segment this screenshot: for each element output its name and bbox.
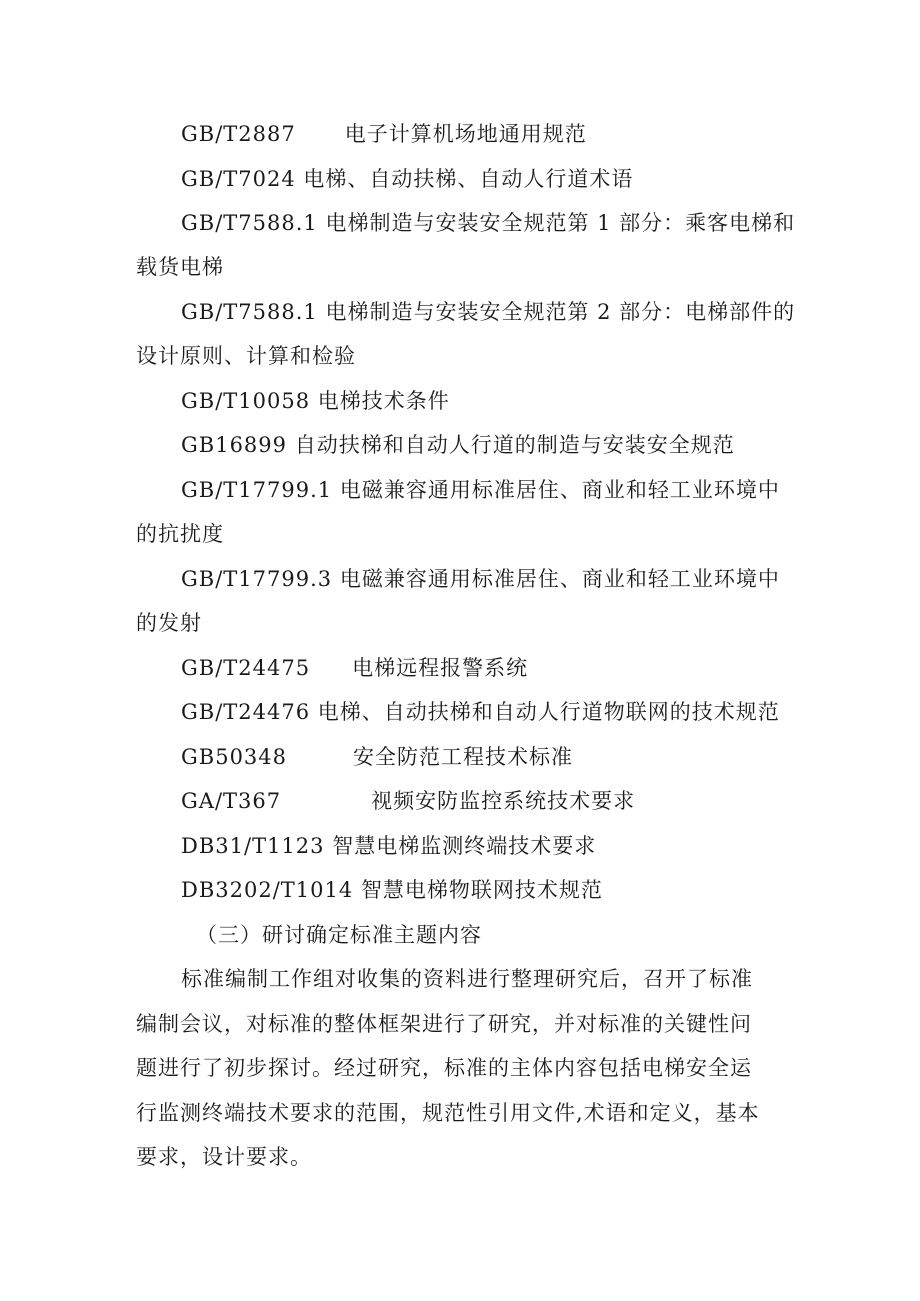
reference-continuation [136,519,796,549]
reference-title-cont: 载货电梯 [136,255,224,279]
reference-title: 电梯、自动扶梯和自动人行道物联网的技术规范 [317,700,780,724]
reference-item [181,786,841,816]
reference-title: 自动扶梯和自动人行道的制造与安装安全规范 [294,433,735,457]
reference-title: 视频安防监控系统技术要求 [371,789,636,813]
reference-continuation [136,341,796,371]
reference-item [181,742,841,772]
reference-code: GB/T10058 [181,389,311,413]
paragraph-line: 题进行了初步探讨。经过研究，标准的主体内容包括电梯安全运 [136,1056,752,1080]
reference-title: 电磁兼容通用标准居住、商业和轻工业环境中 [339,478,780,502]
reference-item [181,297,841,327]
reference-item [181,653,841,683]
reference-title: 电梯制造与安装安全规范第 2 部分：电梯部件的 [325,300,796,324]
reference-item [181,430,841,460]
reference-item [181,564,841,594]
reference-title: 电梯、自动扶梯、自动人行道术语 [303,167,634,191]
paragraph-line: 要求，设计要求。 [136,1145,312,1169]
reference-code: GB/T17799.3 [181,567,333,591]
reference-title: 电子计算机场地通用规范 [344,122,587,146]
reference-title: 电梯技术条件 [317,389,450,413]
reference-title-cont: 的发射 [136,611,202,635]
reference-code: GB/T24476 [181,700,311,724]
reference-code: GB/T7588.1 [181,300,318,324]
reference-item [181,164,841,194]
reference-title: 电梯制造与安装安全规范第 1 部分：乘客电梯和 [325,211,796,235]
reference-code: GB/T17799.1 [181,478,333,502]
paragraph-line: 编制会议，对标准的整体框架进行了研究，并对标准的关键性问 [136,1012,752,1036]
reference-title: 电磁兼容通用标准居住、商业和轻工业环境中 [339,567,780,591]
reference-code: GA/T367 [181,789,282,813]
reference-code: GB/T7588.1 [181,211,318,235]
reference-title: 电梯远程报警系统 [352,656,529,680]
reference-title-cont: 设计原则、计算和检验 [136,344,356,368]
reference-code: GB/T7024 [181,167,296,191]
reference-item [181,119,841,149]
reference-code: GB/T2887 [181,122,296,146]
reference-code: DB31/T1123 [181,834,325,858]
reference-continuation [136,608,796,638]
section-heading: （三）研讨确定标准主题内容 [196,923,482,947]
reference-item [181,697,841,727]
reference-item [181,208,841,238]
reference-item [181,831,841,861]
reference-item [181,875,841,905]
reference-item [181,386,841,416]
reference-code: GB16899 [181,433,288,457]
reference-code: GB50348 [181,745,288,769]
paragraph-line: 行监测终端技术要求的范围，规范性引用文件,术语和定义，基本 [136,1101,760,1125]
reference-continuation [136,252,796,282]
paragraph-line: 标准编制工作组对收集的资料进行整理研究后，召开了标准 [181,967,753,991]
reference-title: 智慧电梯监测终端技术要求 [332,834,597,858]
reference-item [181,475,841,505]
reference-code: GB/T24475 [181,656,311,680]
reference-code: DB3202/T1014 [181,878,354,902]
reference-title: 安全防范工程技术标准 [353,745,574,769]
reference-title-cont: 的抗扰度 [136,522,224,546]
reference-title: 智慧电梯物联网技术规范 [360,878,603,902]
